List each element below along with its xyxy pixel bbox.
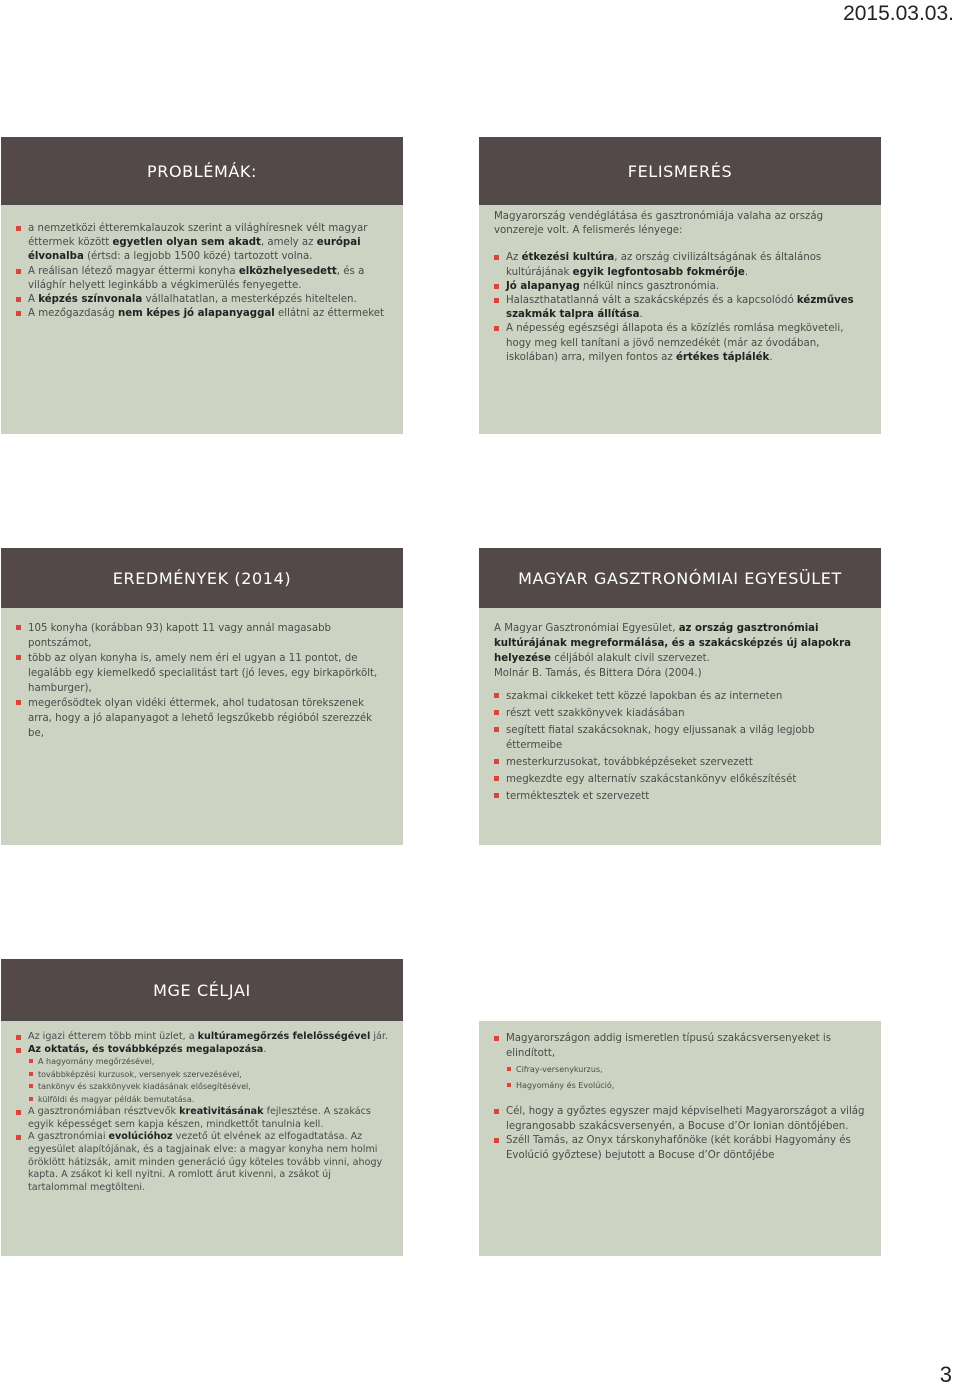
bullet: Az étkezési kultúra, az ország civilizáltságának és általános kultúrájának egyik legfontosabb fokmérője. [494,251,869,279]
slide-recognition [479,137,881,434]
slide-goals [1,959,403,1256]
sub-bullet: Hagyomány és Evolúció, [494,1080,869,1093]
bullet: több az olyan konyha is, amely nem éri el ugyan a 11 pontot, de legalább egy kiemelkedő specialitást tart (jó leves, egy birkapörkölt, hamburger), [16,651,391,696]
list-item: terméktesztek et szervezett [494,789,869,804]
list-item: részt vett szakkönyvek kiadásában [494,706,869,721]
slide-body [494,621,869,804]
slide-association [479,548,881,845]
sub-bullet: A hagyomány megőrzésével, [16,1056,391,1069]
list-item: segített fiatal szakácsoknak, hogy eljussanak a világ legjobb éttermeibe [494,723,869,753]
slide-results [1,548,403,845]
slide-body [494,210,869,365]
slide-title: MGE CÉLJAI [1,959,403,1021]
list-item: megkezdte egy alternatív szakácstankönyv előkészítését [494,772,869,787]
bullet: 105 konyha (korábban 93) kapott 11 vagy annál magasabb pontszámot, [16,621,391,651]
bullet: megerősödtek olyan vidéki éttermek, ahol tudatosan törekszenek arra, hogy a jó alapanyagot a lehető legszűkebb régióból szerezzék be, [16,696,391,741]
bullet: A népesség egészségi állapota és a közízlés romlása megköveteli, hogy meg kell tanítani a jövő nemzedékét (már az óvodában, iskolában) arra, milyen fontos az értékes táplálék. [494,322,869,365]
bullet: A képzés színvonala vállalhatatlan, a mesterképzés hiteltelen. [16,293,391,307]
bullet: A gasztronómiai evolúcióhoz vezető út elvének az elfogadtatása. Az egyesület alapítójának, és a tagjainak elve: a magyar konyha nem holmi öröklött hátizsák, amit minden generáció úgy köteles tovább vinni, ahogy kapta. A zsákot ki kell nyitni. A romlott árut kivenni, a zsákot új tartalommal megtölteni. [16,1131,391,1194]
intro-text: Magyarország vendéglátása és gasztronómiája valaha az ország vonzereje volt. A felismerés lényege: [494,211,824,237]
bullet: Magyarországon addig ismeretlen típusú szakácsversenyeket is elindított, [494,1032,869,1061]
list-item: mesterkurzusokat, továbbképzéseket szervezett [494,755,869,770]
list-item: szakmai cikkeket tett közzé lapokban és az interneten [494,689,869,704]
sub-bullet: tankönyv és szakkönyvek kiadásának elősegítésével, [16,1081,391,1094]
page-number: 3 [939,1362,952,1387]
bullet: Széll Tamás, az Onyx társkonyhafőnöke (két korábbi Hagyomány és Evolúció győztese) bejutott a Bocuse d’Or döntőjébe [494,1134,869,1163]
bullet: Cél, hogy a győztes egyszer majd képviselheti Magyarországot a világ legrangosabb szakácsversenyén, a Bocuse d’Or Ionian döntőjében. [494,1105,869,1134]
slide-title: FELISMERÉS [479,137,881,205]
slide-problems [1,137,403,434]
bullet: A reálisan létező magyar éttermi konyha elközhelyesedett, és a világhír helyett leginkább a végkimerülés fenyegette. [16,265,391,293]
bullet: Jó alapanyag nélkül nincs gasztronómia. [494,280,869,294]
bullet: A mezőgazdaság nem képes jó alapanyaggal ellátni az éttermeket [16,307,391,321]
intro-text: A Magyar Gasztronómiai Egyesület, az ország gasztronómiai kultúrájának megreformálása, és a szakácsképzés új alapokra helyezése céljából alakult civil szervezet. [494,623,851,664]
sub-bullet: külföldi és magyar példák bemutatása. [16,1094,391,1107]
slide-body [494,1032,869,1163]
bullet: Az igazi étterem több mint üzlet, a kultúramegőrzés felelősségével jár. [16,1031,391,1044]
slide-competitions [479,1021,881,1256]
sub-bullet: Cifray-versenykurzus, [494,1064,869,1077]
sub-bullet: továbbképzési kurzusok, versenyek szervezésével, [16,1069,391,1082]
slide-title: EREDMÉNYEK (2014) [1,548,403,608]
slide-title: MAGYAR GASZTRONÓMIAI EGYESÜLET [479,548,881,608]
slide-body [16,222,391,321]
slide-body [16,1031,391,1194]
bullet: Halaszthatatlanná vált a szakácsképzés és a kapcsolódó kézműves szakmák talpra állítása. [494,294,869,322]
bullet: A gasztronómiában résztvevők kreativitásának fejlesztése. A szakács egyik képességet sem kapja készen, mindkettőt tanulnia kell. [16,1106,391,1131]
slide-body [16,621,391,741]
slide-title: PROBLÉMÁK: [1,137,403,205]
authors-text: Molnár B. Tamás, és Bittera Dóra (2004.) [494,668,702,679]
bullet: a nemzetközi étteremkalauzok szerint a világhíresnek vélt magyar éttermek között egyetlen olyan sem akadt, amely az európai élvonalba (értsd: a legjobb 1500 közé) tartozott volna. [16,222,391,265]
bullet: Az oktatás, és továbbképzés megalapozása. [16,1044,391,1057]
date-label: 2015.03.03. [843,2,954,25]
